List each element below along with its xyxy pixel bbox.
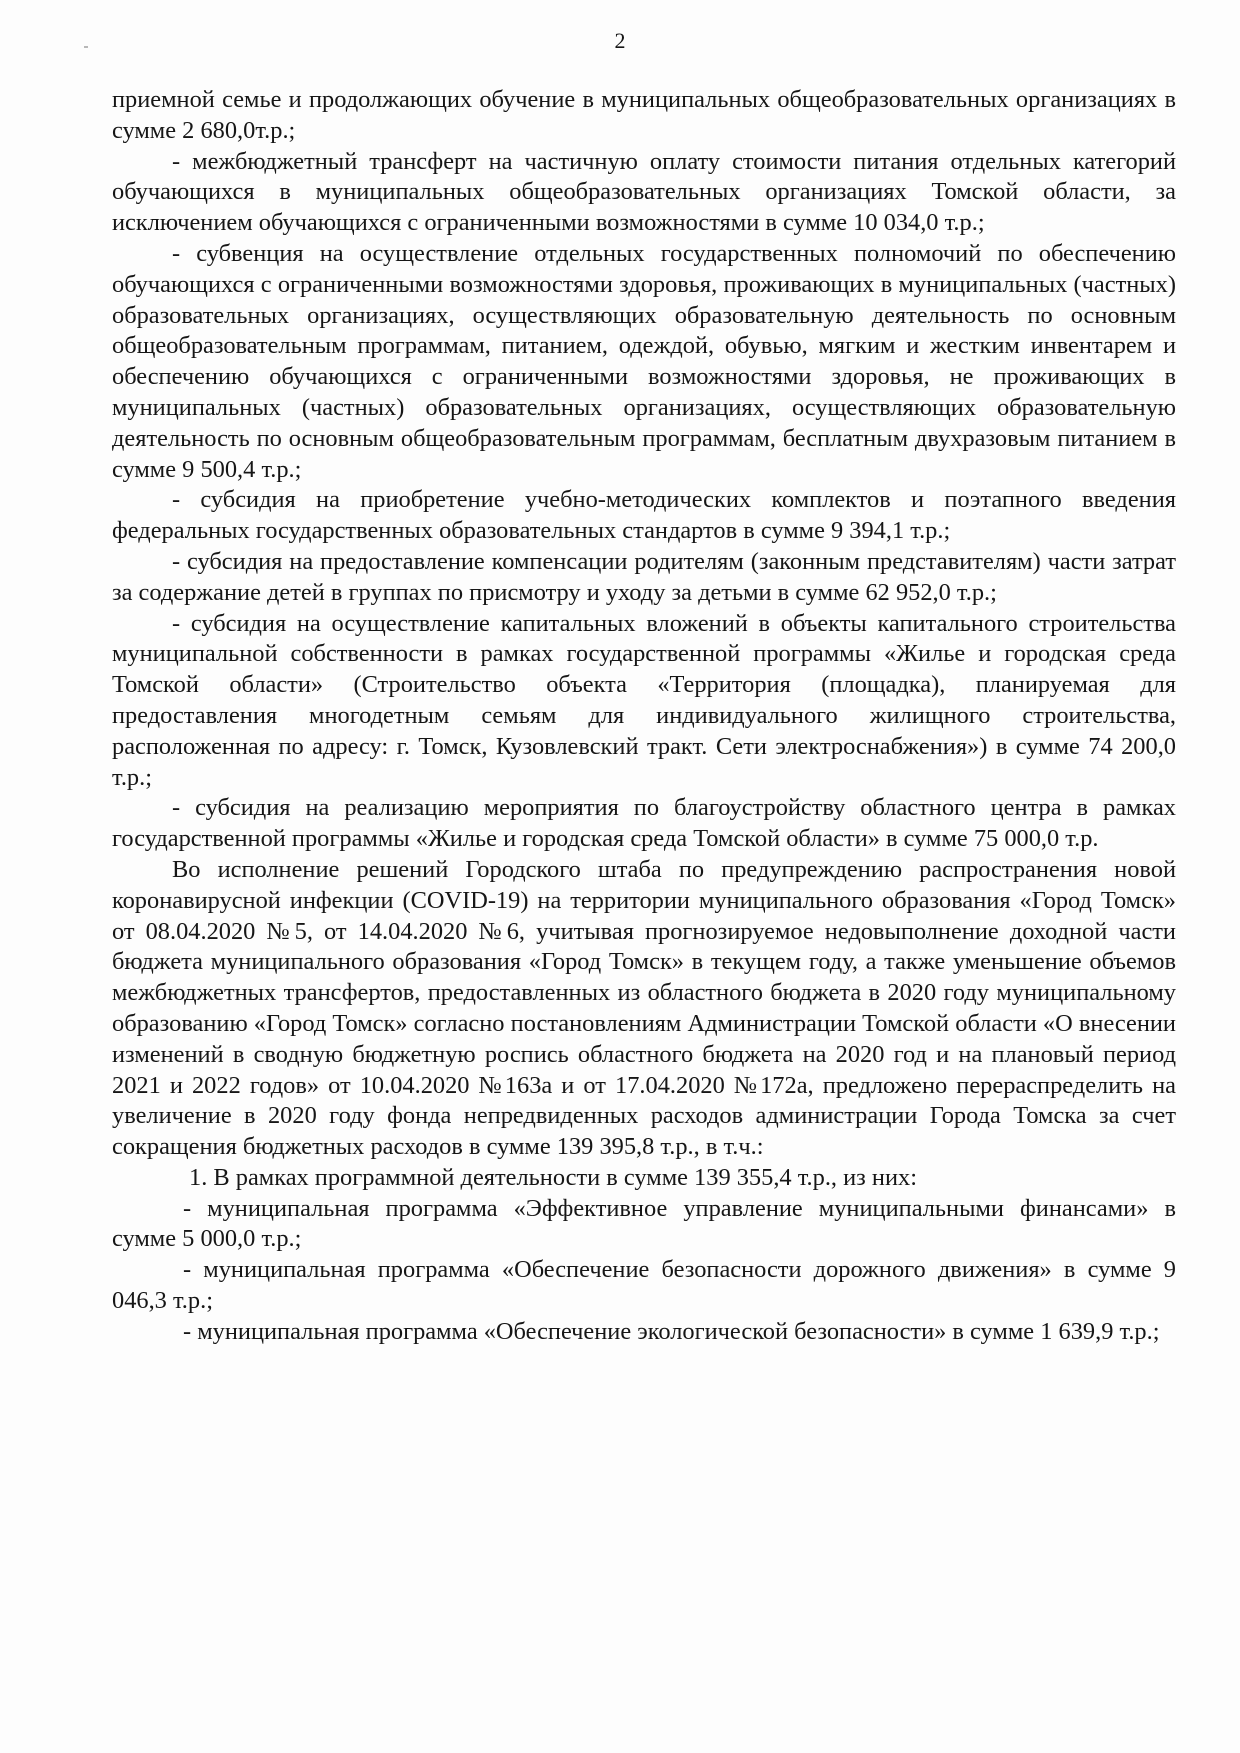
paragraph-program-finance: - муниципальная программа «Эффективное управление муниципальными финансами» в сумме 5 000,0 т.р.;: [112, 1194, 1176, 1253]
paragraph-subsidy-landscaping: - субсидия на реализацию мероприятия по благоустройству областного центра в рамках государственной программы «Жилье и городская среда Томской области» в сумме 75 000,0 т.р.: [112, 794, 1176, 853]
paragraph-subsidy-textbooks: - субсидия на приобретение учебно-методических комплектов и поэтапного введения федеральных государственных образовательных стандартов в сумме 9 394,1 т.р.;: [112, 486, 1176, 545]
paragraph-continuation: приемной семье и продолжающих обучение в муниципальных общеобразовательных организациях в сумме 2 680,0т.р.;: [112, 86, 1176, 144]
paragraph-covid-redistribution: Во исполнение решений Городского штаба по предупреждению распространения новой коронавирусной инфекции (COVID-19) на территории муниципального образования «Город Томск» от 08.04.2020 №5, от 14.04.2020 №6, учитывая прогнозируемое недовыполнение доходной части бюджета муниципального образования «Город Томск» в текущем году, а также уменьшение объемов межбюджетных трансфертов, предоставленных из областного бюджета в 2020 году муниципальному образованию «Город Томск» согласно постановлениям Администрации Томской области «О внесении изменений в сводную бюджетную роспись областного бюджета на 2020 год и на плановый период 2021 и 2022 годов» от 10.04.2020 №163а и от 17.04.2020 №172а, предложено перераспределить на увеличение в 2020 году фонда непредвиденных расходов администрации Города Томска за счет сокращения бюджетных расходов в сумме 139 395,8 т.р., в т.ч.:: [112, 855, 1176, 1161]
paragraph-program-activity: 1. В рамках программной деятельности в сумме 139 355,4 т.р., из них:: [189, 1163, 917, 1191]
paragraph-subvention-disabilities: - субвенция на осуществление отдельных государственных полномочий по обеспечению обучающихся с ограниченными возможностями здоровья, проживающих в муниципальных (частных) образовательных организациях, осуществляющих образовательную деятельность по основным общеобразовательным программам, питанием, одеждой, обувью, мягким и жестким инвентарем и обеспечению обучающихся с ограниченными возможностями здоровья, не проживающих в муниципальных (частных) образовательных организациях, осуществляющих образовательную деятельность по основным общеобразовательным программам, бесплатным двухразовым питанием в сумме 9 500,4 т.р.;: [112, 239, 1176, 483]
paragraph-subsidy-capital: - субсидия на осуществление капитальных вложений в объекты капитального строительства муниципальной собственности в рамках государственной программы «Жилье и городская среда Томской области» (Строительство объекта «Территория (площадка), планируемая для предоставления многодетным семьям для индивидуального жилищного строительства, расположенная по адресу: г. Томск, Кузовлевский тракт. Сети электроснабжения») в сумме 74 200,0 т.р.;: [112, 609, 1176, 791]
paragraph-program-ecology: - муниципальная программа «Обеспечение экологической безопасности» в сумме 1 639,9 т.р.;: [183, 1317, 1160, 1345]
document-body: [112, 85, 1176, 1348]
paragraph-program-road-safety: - муниципальная программа «Обеспечение безопасности дорожного движения» в сумме 9 046,3 т.р.;: [112, 1256, 1176, 1315]
paragraph-transfer-meals: - межбюджетный трансферт на частичную оплату стоимости питания отдельных категорий обучающихся в муниципальных общеобразовательных организациях Томской области, за исключением обучающихся с ограниченными возможностями в сумме 10 034,0 т.р.;: [112, 147, 1176, 237]
paragraph-subsidy-compensation: - субсидия на предоставление компенсации родителям (законным представителям) части затрат за содержание детей в группах по присмотру и уходу за детьми в сумме 62 952,0 т.р.;: [112, 547, 1176, 606]
page-number: 2: [614, 28, 626, 53]
